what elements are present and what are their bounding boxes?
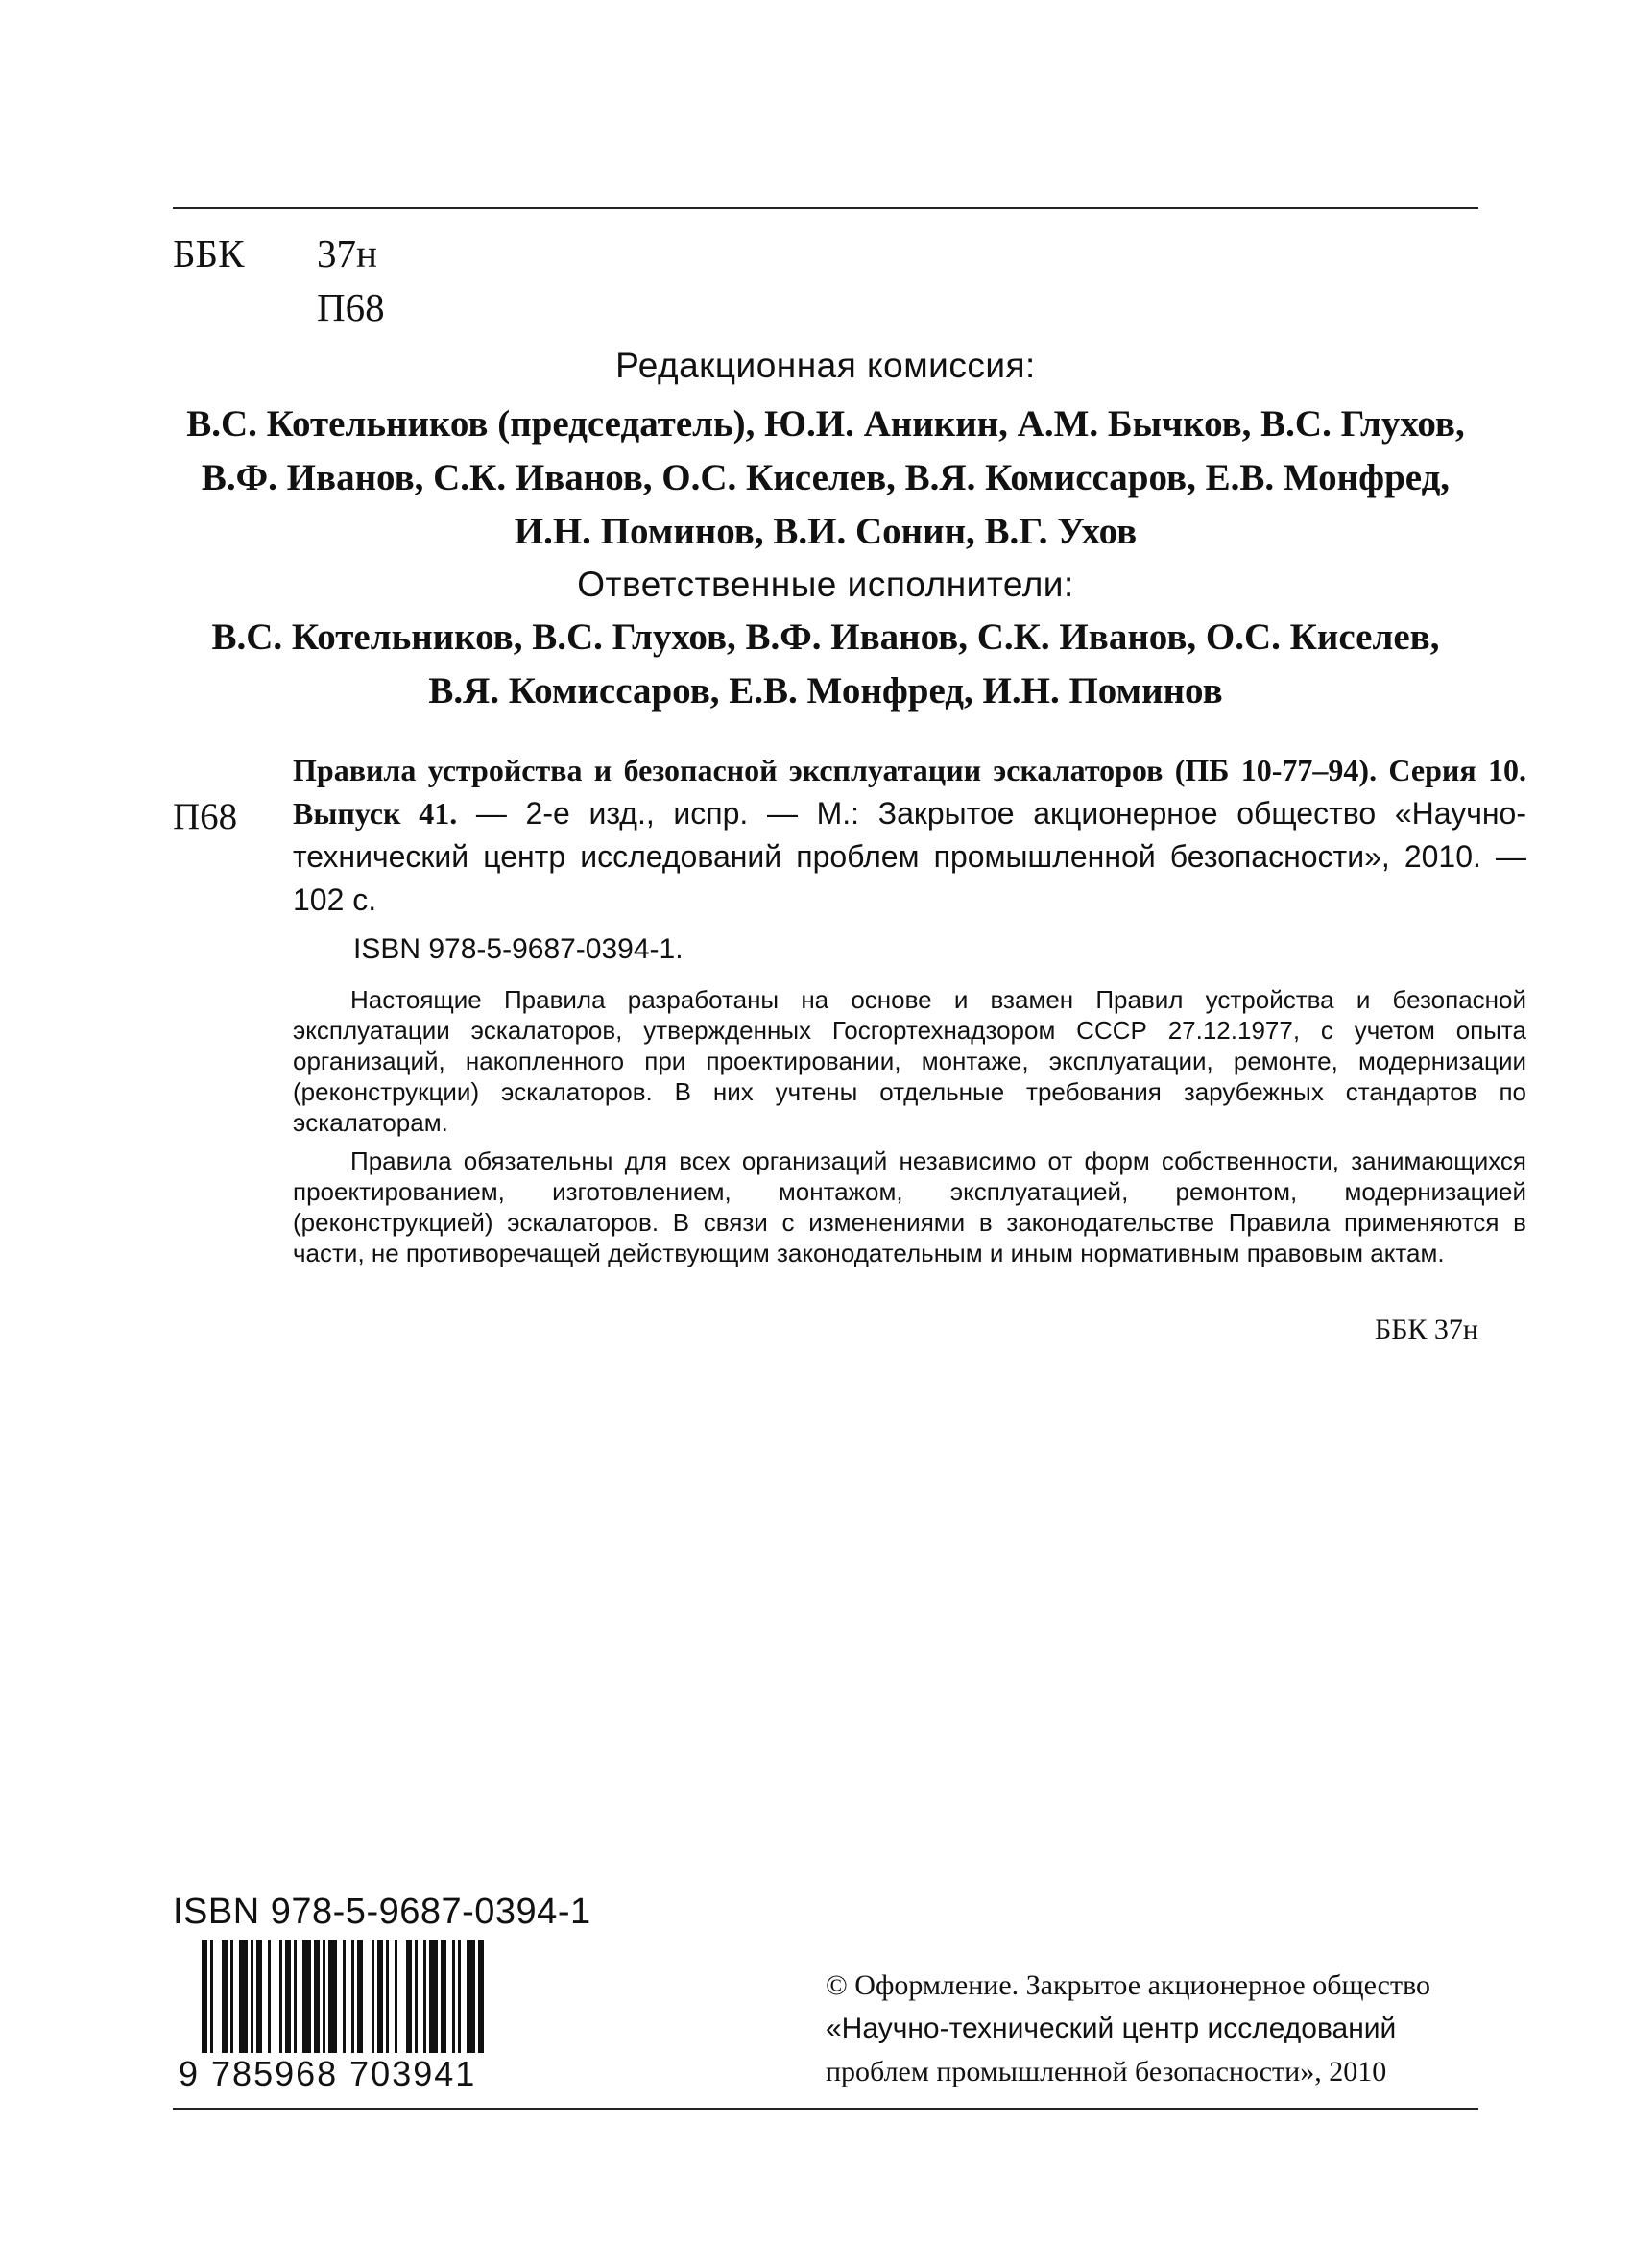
copyright-block [826, 1964, 1498, 2093]
barcode-bar [357, 1940, 363, 2053]
barcode-bar [323, 1940, 325, 2053]
catalog-isbn: ISBN 978-5-9687-0394-1. [353, 933, 684, 965]
top-rule [173, 207, 1478, 209]
barcode-bar [285, 1940, 291, 2053]
catalog-entry [293, 749, 1526, 922]
barcode-bar [328, 1940, 337, 2053]
barcode-bar [239, 1940, 248, 2053]
barcode-digits: 9 785968 703941 [179, 2054, 477, 2093]
barcode-bar [429, 1940, 438, 2053]
bbk-label: ББК [173, 231, 245, 276]
catalog-imprint: — 2-е изд., испр. — М.: Закрытое акционерное общество «Научно-технический центр исследований проблем промышленной безопасности», 2010. — 102 с. [293, 796, 1527, 917]
barcode-bar [210, 1940, 213, 2053]
barcode-bar [202, 1940, 207, 2053]
footer-isbn: ISBN 978-5-9687-0394-1 [173, 1892, 591, 1932]
annotation-bbk: ББК 37н [1374, 1314, 1478, 1345]
annotation-paragraph: Настоящие Правила разработаны на основе и взамен Правил устройства и безопасной эксплуатации эскалаторов, утвержденных Госгортехнадзором СССР 27.12.1977, с учетом опыта организаций, накопленного при проектировании, монтаже, эксплуатации, ремонте, модернизации (реконструкции) эскалаторов. В них учтены отдельные требования зарубежных стандартов по эскалаторам. [293, 985, 1526, 1137]
editorial-line: И.Н. Поминов, В.И. Сонин, В.Г. Ухов [514, 511, 1138, 552]
barcode-bar [372, 1940, 374, 2053]
barcode-bar [395, 1940, 397, 2053]
barcode-bar [294, 1940, 297, 2053]
barcode-bar [377, 1940, 383, 2053]
copyright-line: «Научно-технический центр исследований [826, 2013, 1397, 2044]
copyright-line: © Оформление. Закрытое акционерное общество [826, 1969, 1431, 2001]
editorial-line: В.Ф. Иванов, С.К. Иванов, О.С. Киселев, В.Я. Комиссаров, Е.В. Монфред, [201, 457, 1451, 498]
barcode-bar [268, 1940, 271, 2053]
bbk-code: 37н [317, 231, 377, 276]
barcode-bar [458, 1940, 461, 2053]
barcode-bar [251, 1940, 253, 2053]
copyright-line: проблем промышленной безопасности», 2010 [826, 2056, 1387, 2087]
barcode-bar [415, 1940, 418, 2053]
barcode [173, 1940, 576, 2093]
barcode-bar [343, 1940, 346, 2053]
bottom-rule [173, 2108, 1478, 2110]
responsible-line: В.С. Котельников, В.С. Глухов, В.Ф. Иванов, С.К. Иванов, О.С. Киселев, [211, 616, 1440, 658]
catalog-side-code: П68 [173, 796, 238, 837]
barcode-bars [202, 1940, 484, 2053]
annotation-paragraph: Правила обязательны для всех организаций независимо от форм собственности, занимающихся проектированием, изготовлением, монтажом, эксплуатацией, ремонтом, модернизацией (реконструкцией) эскалаторов. В связи с изменениями в законодательстве Правила применяются в части, не противоречащей действующим законодательным и иным нормативным правовым актам. [293, 1146, 1526, 1267]
barcode-bar [467, 1940, 475, 2053]
responsible-names [173, 611, 1478, 718]
editorial-names [173, 398, 1478, 559]
barcode-bar [222, 1940, 228, 2053]
barcode-bar [230, 1940, 233, 2053]
responsible-line: В.Я. Комиссаров, Е.В. Монфред, И.Н. Поминов [428, 670, 1223, 712]
barcode-bar [441, 1940, 446, 2053]
editorial-heading: Редакционная комиссия: [615, 346, 1036, 385]
catalog-title: Правила устройства и безопасной эксплуатации эскалаторов (ПБ 10-77–94). Серия 10. Выпуск 41. [293, 753, 1526, 831]
barcode-bar [452, 1940, 455, 2053]
barcode-bar [406, 1940, 412, 2053]
barcode-bar [423, 1940, 426, 2053]
barcode-bar [351, 1940, 354, 2053]
responsible-heading: Ответственные исполнители: [577, 565, 1074, 604]
barcode-bar [478, 1940, 484, 2053]
barcode-bar [314, 1940, 320, 2053]
barcode-bar [386, 1940, 389, 2053]
barcode-bar [279, 1940, 282, 2053]
editorial-line: В.С. Котельников (председатель), Ю.И. Аникин, А.М. Бычков, В.С. Глухов, [186, 403, 1465, 445]
annotation [293, 984, 1526, 1268]
author-mark: П68 [317, 285, 385, 329]
barcode-bar [256, 1940, 262, 2053]
barcode-bar [302, 1940, 311, 2053]
